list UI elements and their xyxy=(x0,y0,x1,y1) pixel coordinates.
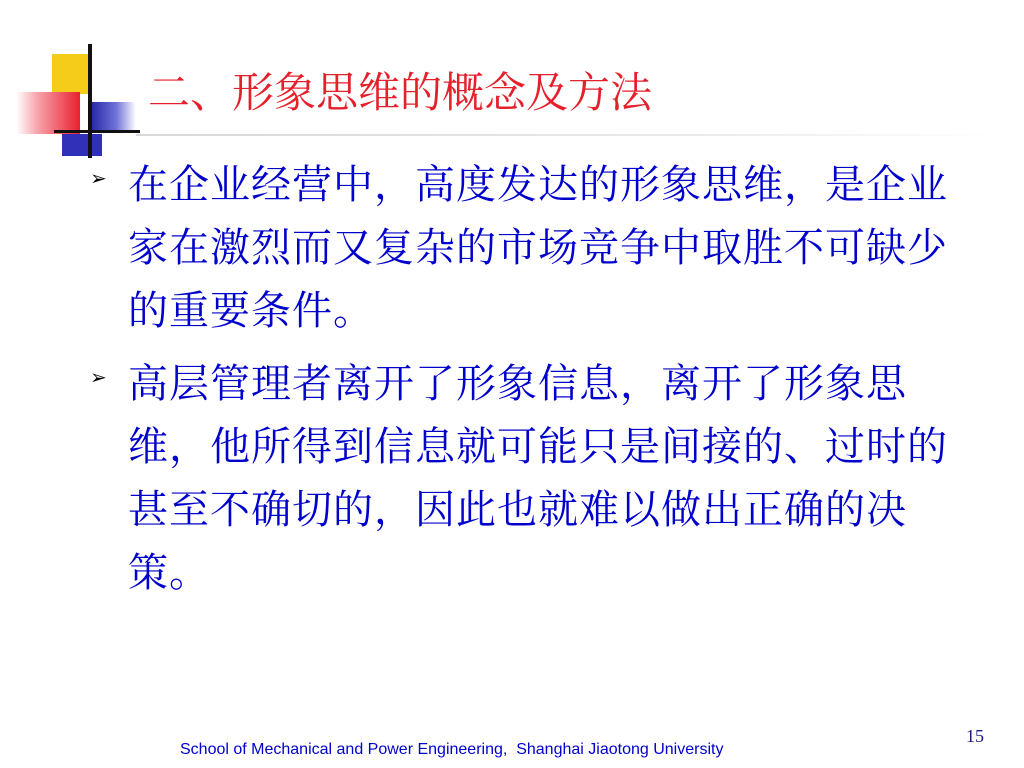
horizontal-rule xyxy=(54,130,140,133)
slide-title: 二、形象思维的概念及方法 xyxy=(148,68,653,117)
bullet-text: 在企业经营中，高度发达的形象思维，是企业家在激烈而又复杂的市场竞争中取胜不可缺少的重要条件。 xyxy=(128,162,948,334)
bullet-text: 高层管理者离开了形象信息，离开了形象思维，他所得到信息就可能只是间接的、过时的甚至不确切的，因此也就难以做出正确的决策。 xyxy=(128,361,948,596)
vertical-rule xyxy=(88,44,92,158)
bullet-list xyxy=(84,154,964,615)
bullet-item xyxy=(84,353,964,605)
blue-gradient-bar xyxy=(92,102,136,132)
arrowhead-bullet-icon: ➢ xyxy=(90,365,107,389)
slide-footer: School of Mechanical and Power Engineering, Shanghai Jiaotong University xyxy=(180,741,724,758)
title-underline xyxy=(136,134,1006,136)
page-number: 15 xyxy=(966,726,984,746)
red-gradient-bar xyxy=(16,92,80,134)
yellow-square xyxy=(52,54,92,94)
blue-square xyxy=(62,134,102,156)
arrowhead-bullet-icon: ➢ xyxy=(90,166,107,190)
bullet-item xyxy=(84,154,964,343)
corner-decoration xyxy=(0,0,160,170)
